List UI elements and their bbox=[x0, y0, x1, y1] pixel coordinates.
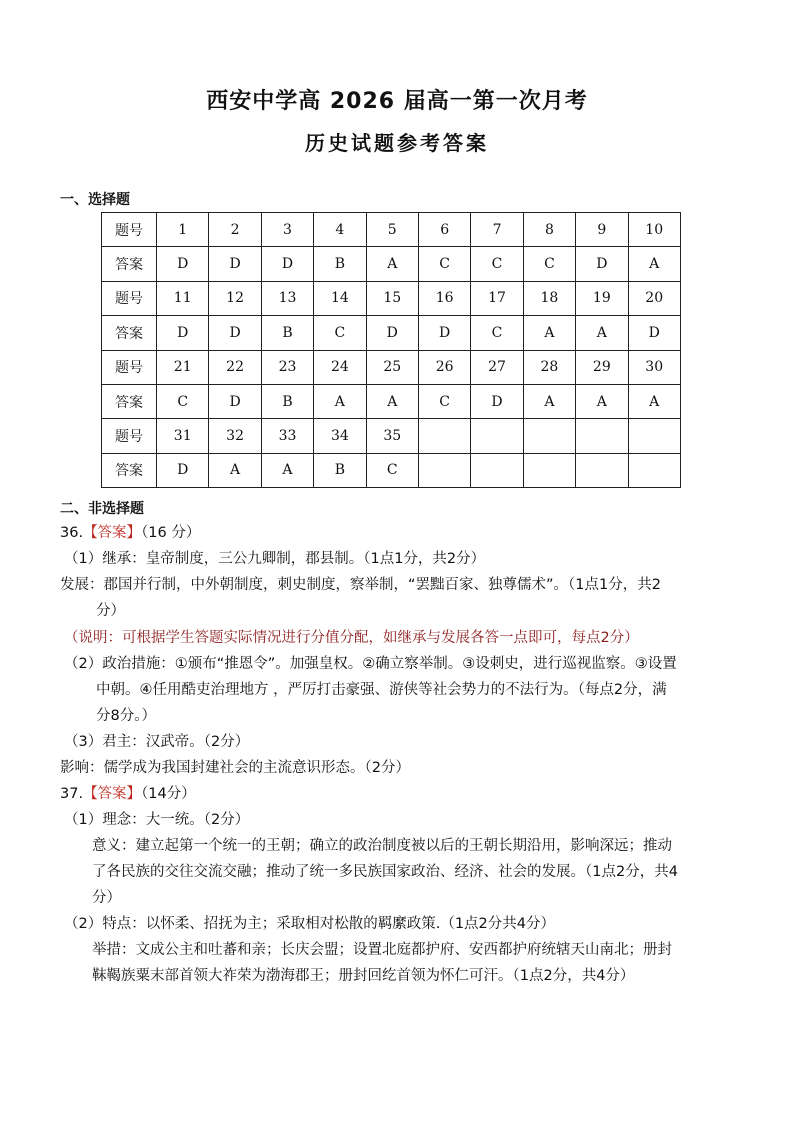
answer-cell: D bbox=[261, 247, 313, 281]
answer-cell bbox=[523, 453, 575, 487]
q37-part2-measures: 举措：文成公主和吐蕃和亲；长庆会盟；设置北庭都护府、安西都护府统辖天山南北；册封 bbox=[92, 942, 672, 958]
question-number-cell: 15 bbox=[366, 281, 418, 315]
question-number-cell: 31 bbox=[157, 419, 209, 453]
page-subtitle: 历史试题参考答案 bbox=[305, 131, 489, 155]
question-number-cell: 22 bbox=[209, 350, 261, 384]
answer-table bbox=[101, 212, 681, 488]
question-number-cell: 12 bbox=[209, 281, 261, 315]
question-number-cell: 25 bbox=[366, 350, 418, 384]
q36-part1-development-cont: 分） bbox=[96, 603, 125, 619]
q37-part1-significance: 意义：建立起第一个统一的王朝；确立的政治制度被以后的王朝长期沿用，影响深远；推动 bbox=[92, 838, 672, 854]
answer-cell: D bbox=[471, 384, 523, 418]
question-number-cell: 28 bbox=[523, 350, 575, 384]
q36-note: （说明：可根据学生答题实际情况进行分值分配，如继承与发展各答一点即可，每点2分） bbox=[64, 630, 639, 646]
question-number-row bbox=[102, 281, 681, 315]
q36-part3-impact: 影响：儒学成为我国封建社会的主流意识形态。（2分） bbox=[60, 760, 410, 776]
question-number-cell: 11 bbox=[157, 281, 209, 315]
question-number-cell: 35 bbox=[366, 419, 418, 453]
q36-score: （16 分） bbox=[141, 525, 201, 541]
answer-row bbox=[102, 316, 681, 350]
question-number-cell: 34 bbox=[314, 419, 366, 453]
question-number-cell bbox=[471, 419, 523, 453]
q37-part1-significance-cont1: 了各民族的交往交流交融；推动了统一多民族国家政治、经济、社会的发展。（1点2分，共4 bbox=[92, 864, 678, 880]
question-number-cell: 6 bbox=[418, 213, 470, 247]
question-number-row bbox=[102, 419, 681, 453]
answer-cell: A bbox=[576, 384, 628, 418]
question-number-cell: 24 bbox=[314, 350, 366, 384]
answer-cell: D bbox=[157, 247, 209, 281]
answer-cell: A bbox=[366, 247, 418, 281]
answer-cell: C bbox=[418, 247, 470, 281]
question-number-cell: 30 bbox=[628, 350, 680, 384]
section-choice-title: 一、选择题 bbox=[60, 192, 130, 208]
answer-cell: B bbox=[261, 316, 313, 350]
question-number-cell: 19 bbox=[576, 281, 628, 315]
answer-cell: D bbox=[366, 316, 418, 350]
section-nonchoice-title: 二、非选择题 bbox=[60, 501, 144, 517]
question-number-row bbox=[102, 350, 681, 384]
question-number-cell: 8 bbox=[523, 213, 575, 247]
question-number-cell: 23 bbox=[261, 350, 313, 384]
answer-cell: C bbox=[157, 384, 209, 418]
answer-cell: A bbox=[628, 247, 680, 281]
answer-cell: A bbox=[576, 316, 628, 350]
q37-score: （14分） bbox=[141, 786, 196, 802]
question-number-cell: 4 bbox=[314, 213, 366, 247]
answer-cell: D bbox=[418, 316, 470, 350]
answer-cell: C bbox=[366, 453, 418, 487]
question-number-cell bbox=[418, 419, 470, 453]
question-number-cell: 5 bbox=[366, 213, 418, 247]
q36-part1: （1）继承：皇帝制度，三公九卿制，郡县制。（1点1分，共2分） bbox=[64, 551, 486, 567]
question-number-row bbox=[102, 213, 681, 247]
answer-cell: A bbox=[523, 316, 575, 350]
answer-cell: A bbox=[366, 384, 418, 418]
answer-cell: B bbox=[314, 453, 366, 487]
question-number-cell: 21 bbox=[157, 350, 209, 384]
answer-cell: B bbox=[261, 384, 313, 418]
q36-part3: （3）君主：汉武帝。（2分） bbox=[64, 734, 250, 750]
q37-part2: （2）特点：以怀柔、招抚为主；采取相对松散的羁縻政策.（1点2分共4分） bbox=[64, 916, 556, 932]
q36-part2-cont2: 分8分。） bbox=[96, 708, 156, 724]
page-title: 西安中学高 2026 届高一第一次月考 bbox=[206, 89, 588, 114]
answer-cell: A bbox=[261, 453, 313, 487]
answer-cell: C bbox=[471, 316, 523, 350]
answer-cell bbox=[576, 453, 628, 487]
answer-cell: C bbox=[471, 247, 523, 281]
question-number-cell: 16 bbox=[418, 281, 470, 315]
q36-number: 36. bbox=[60, 525, 84, 541]
question-number-cell: 13 bbox=[261, 281, 313, 315]
answer-cell: D bbox=[209, 384, 261, 418]
q36-part2-cont1: 中朝。④任用酷吏治理地方 ，严厉打击豪强、游侠等社会势力的不法行为。（每点2分，满 bbox=[96, 682, 667, 698]
q37-answer-tag: 【答案】 bbox=[83, 786, 142, 802]
answer-label: 答案 bbox=[102, 384, 157, 418]
question-number-cell bbox=[628, 419, 680, 453]
answer-cell bbox=[628, 453, 680, 487]
question-number-cell: 1 bbox=[157, 213, 209, 247]
answer-cell: A bbox=[314, 384, 366, 418]
question-number-cell: 2 bbox=[209, 213, 261, 247]
answer-cell bbox=[471, 453, 523, 487]
q37-part2-measures-cont: 靺鞨族粟末部首领大祚荣为渤海郡王；册封回纥首领为怀仁可汗。（1点2分，共4分） bbox=[92, 968, 635, 984]
q37-part1: （1）理念：大一统。（2分） bbox=[64, 812, 250, 828]
q36-part1-development: 发展：郡国并行制，中外朝制度，刺史制度，察举制，“罢黜百家、独尊儒术”。（1点1分，共2 bbox=[60, 577, 661, 593]
question-number-cell: 33 bbox=[261, 419, 313, 453]
answer-cell: B bbox=[314, 247, 366, 281]
question-number-cell bbox=[576, 419, 628, 453]
question-number-cell bbox=[523, 419, 575, 453]
answer-cell: C bbox=[418, 384, 470, 418]
answer-label: 答案 bbox=[102, 453, 157, 487]
answer-cell: D bbox=[157, 316, 209, 350]
q36-part2: （2）政治措施：①颁布“推恩令”。加强皇权。②确立察举制。③设刺史，进行巡视监察。③设置 bbox=[64, 656, 677, 672]
question-number-cell: 7 bbox=[471, 213, 523, 247]
question-number-cell: 26 bbox=[418, 350, 470, 384]
answer-cell: C bbox=[523, 247, 575, 281]
answer-cell: D bbox=[209, 247, 261, 281]
answer-cell: D bbox=[628, 316, 680, 350]
question-number-label: 题号 bbox=[102, 213, 157, 247]
question-number-cell: 29 bbox=[576, 350, 628, 384]
question-number-label: 题号 bbox=[102, 350, 157, 384]
question-number-cell: 27 bbox=[471, 350, 523, 384]
answer-row bbox=[102, 247, 681, 281]
q37-heading bbox=[60, 781, 196, 807]
answer-row bbox=[102, 384, 681, 418]
answer-label: 答案 bbox=[102, 316, 157, 350]
q37-number: 37. bbox=[60, 786, 84, 802]
question-number-cell: 20 bbox=[628, 281, 680, 315]
answer-cell bbox=[418, 453, 470, 487]
answer-cell: D bbox=[157, 453, 209, 487]
answer-cell: C bbox=[314, 316, 366, 350]
question-number-cell: 32 bbox=[209, 419, 261, 453]
question-number-cell: 18 bbox=[523, 281, 575, 315]
question-number-cell: 14 bbox=[314, 281, 366, 315]
q36-heading bbox=[60, 520, 200, 546]
answer-label: 答案 bbox=[102, 247, 157, 281]
answer-cell: D bbox=[576, 247, 628, 281]
q36-answer-tag: 【答案】 bbox=[83, 525, 142, 541]
question-number-cell: 9 bbox=[576, 213, 628, 247]
answer-cell: D bbox=[209, 316, 261, 350]
q37-part1-significance-cont2: 分） bbox=[92, 890, 121, 906]
answer-cell: A bbox=[523, 384, 575, 418]
answer-cell: A bbox=[209, 453, 261, 487]
question-number-label: 题号 bbox=[102, 281, 157, 315]
question-number-cell: 3 bbox=[261, 213, 313, 247]
answer-cell: A bbox=[628, 384, 680, 418]
question-number-cell: 17 bbox=[471, 281, 523, 315]
question-number-cell: 10 bbox=[628, 213, 680, 247]
question-number-label: 题号 bbox=[102, 419, 157, 453]
answer-row bbox=[102, 453, 681, 487]
